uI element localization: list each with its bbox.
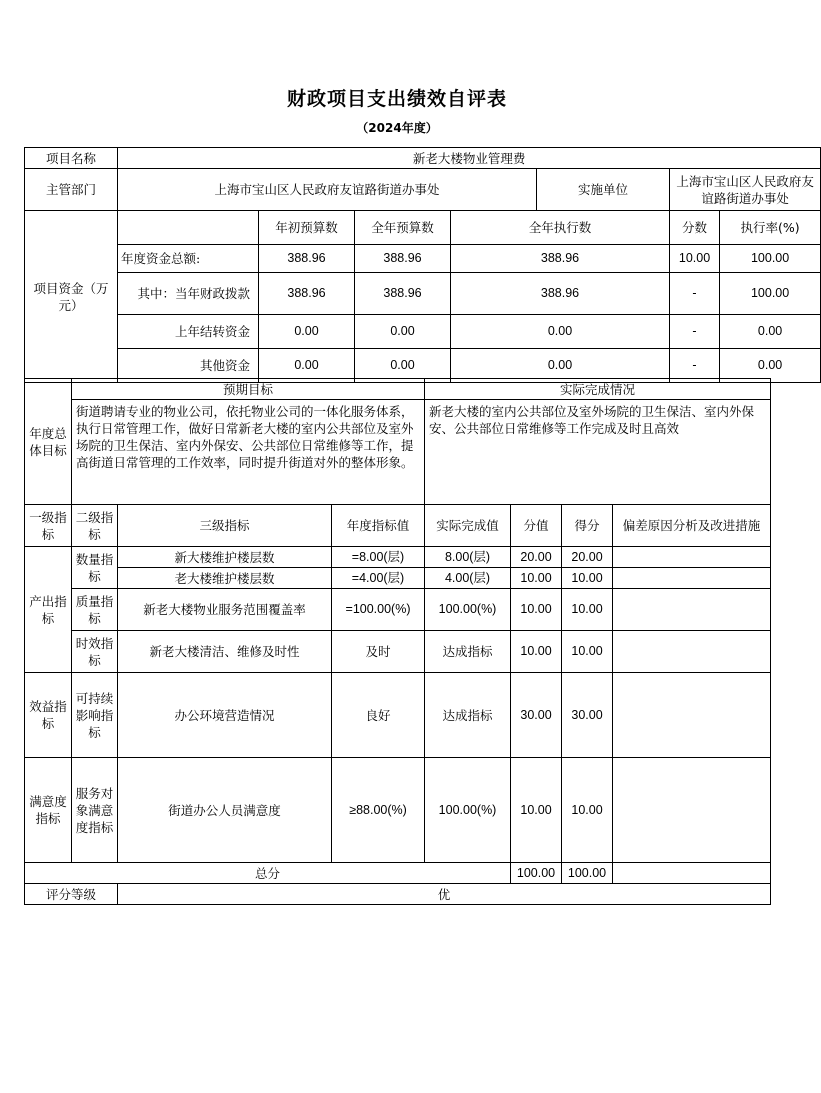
funds-rate: 100.00 [720, 273, 821, 315]
impl-value: 上海市宝山区人民政府友谊路街道办事处 [670, 169, 821, 211]
indicator-actual: 达成指标 [425, 673, 511, 758]
indicator-name: 新老大楼清洁、维修及时性 [118, 631, 332, 673]
indicator-analysis [613, 631, 771, 673]
funds-rate: 100.00 [720, 245, 821, 273]
funds-full: 0.00 [355, 349, 451, 383]
total-analysis [613, 863, 771, 884]
funds-full: 388.96 [355, 245, 451, 273]
indicator-actual: 达成指标 [425, 631, 511, 673]
indicator-score: 10.00 [511, 568, 562, 589]
indicator-got: 10.00 [562, 568, 613, 589]
level3-header: 三级指标 [118, 505, 332, 547]
sustain-indicator-label: 可持续影响指标 [72, 673, 118, 758]
total-label: 总分 [25, 863, 511, 884]
indicator-analysis [613, 568, 771, 589]
funds-label: 项目资金（万元） [25, 211, 118, 383]
indicator-name: 办公环境营造情况 [118, 673, 332, 758]
indicator-score: 10.00 [511, 631, 562, 673]
funds-score: 10.00 [670, 245, 720, 273]
goals-label: 年度总体目标 [25, 379, 72, 505]
indicator-score: 10.00 [511, 758, 562, 863]
indicators-table [24, 378, 771, 905]
funds-exec: 388.96 [451, 245, 670, 273]
indicator-actual: 4.00(层) [425, 568, 511, 589]
actual-goal-text: 新老大楼的室内公共部位及室外场院的卫生保洁、室内外保安、公共部位日常维修等工作完成及时且高效 [425, 400, 771, 505]
dept-value: 上海市宝山区人民政府友谊路街道办事处 [118, 169, 537, 211]
timely-indicator-label: 时效指标 [72, 631, 118, 673]
indicator-analysis [613, 547, 771, 568]
level1-header: 一级指标 [25, 505, 72, 547]
indicator-target: 良好 [332, 673, 425, 758]
funds-header-full: 全年预算数 [355, 211, 451, 245]
indicator-score: 20.00 [511, 547, 562, 568]
satisfaction-indicator-label: 满意度指标 [25, 758, 72, 863]
funds-score: - [670, 273, 720, 315]
funds-row-label: 其他资金 [118, 349, 259, 383]
got-header: 得分 [562, 505, 613, 547]
indicator-got: 20.00 [562, 547, 613, 568]
project-name: 新老大楼物业管理费 [118, 148, 821, 169]
funds-row-label: 年度资金总额: [118, 245, 259, 273]
indicator-target: ≥88.00(%) [332, 758, 425, 863]
indicator-name: 老大楼维护楼层数 [118, 568, 332, 589]
indicator-name: 新大楼维护楼层数 [118, 547, 332, 568]
score-header: 分值 [511, 505, 562, 547]
funds-row-label: 上年结转资金 [118, 315, 259, 349]
expected-goal-text: 街道聘请专业的物业公司，依托物业公司的一体化服务体系，执行日常管理工作，做好日常新老大楼的室内公共部位及室外场院的卫生保洁、室内外保安、公共部位日常维修等工作，提高街道日常管理的工作效率，同时提升街道对外的整体形象。 [72, 400, 425, 505]
indicator-actual: 100.00(%) [425, 758, 511, 863]
funds-rate: 0.00 [720, 349, 821, 383]
funds-full: 0.00 [355, 315, 451, 349]
benefit-indicator-label: 效益指标 [25, 673, 72, 758]
funds-init: 388.96 [259, 273, 355, 315]
indicator-name: 街道办公人员满意度 [118, 758, 332, 863]
impl-label: 实施单位 [537, 169, 670, 211]
funds-row-label: 其中：当年财政拨款 [118, 273, 259, 315]
funds-score: - [670, 349, 720, 383]
funds-rate: 0.00 [720, 315, 821, 349]
indicator-score: 30.00 [511, 673, 562, 758]
page-title: 财政项目支出绩效自评表 [286, 88, 507, 110]
indicator-got: 10.00 [562, 758, 613, 863]
funds-score: - [670, 315, 720, 349]
funds-header-exec: 全年执行数 [451, 211, 670, 245]
service-indicator-label: 服务对象满意度指标 [72, 758, 118, 863]
indicator-got: 10.00 [562, 631, 613, 673]
indicator-analysis [613, 589, 771, 631]
funds-header-init: 年初预算数 [259, 211, 355, 245]
funds-header-score: 分数 [670, 211, 720, 245]
indicator-actual: 8.00(层) [425, 547, 511, 568]
indicator-target: =4.00(层) [332, 568, 425, 589]
total-score: 100.00 [511, 863, 562, 884]
indicator-analysis [613, 673, 771, 758]
indicator-target: =8.00(层) [332, 547, 425, 568]
indicator-got: 10.00 [562, 589, 613, 631]
indicator-name: 新老大楼物业服务范围覆盖率 [118, 589, 332, 631]
target-header: 年度指标值 [332, 505, 425, 547]
actual-header: 实际完成值 [425, 505, 511, 547]
indicator-target: 及时 [332, 631, 425, 673]
analysis-header: 偏差原因分析及改进措施 [613, 505, 771, 547]
indicator-target: =100.00(%) [332, 589, 425, 631]
quantity-indicator-label: 数量指标 [72, 547, 118, 589]
evaluation-table [24, 147, 821, 383]
dept-label: 主管部门 [25, 169, 118, 211]
actual-goal-header: 实际完成情况 [425, 379, 771, 400]
total-got: 100.00 [562, 863, 613, 884]
funds-init: 388.96 [259, 245, 355, 273]
output-indicator-label: 产出指标 [25, 547, 72, 673]
indicator-score: 10.00 [511, 589, 562, 631]
funds-full: 388.96 [355, 273, 451, 315]
quality-indicator-label: 质量指标 [72, 589, 118, 631]
page-subtitle: （2024年度） [356, 121, 438, 135]
level2-header: 二级指标 [72, 505, 118, 547]
indicator-got: 30.00 [562, 673, 613, 758]
funds-exec: 0.00 [451, 349, 670, 383]
expected-goal-header: 预期目标 [72, 379, 425, 400]
funds-exec: 0.00 [451, 315, 670, 349]
indicator-analysis [613, 758, 771, 863]
funds-exec: 388.96 [451, 273, 670, 315]
project-name-label: 项目名称 [25, 148, 118, 169]
indicator-actual: 100.00(%) [425, 589, 511, 631]
funds-init: 0.00 [259, 349, 355, 383]
funds-header-rate: 执行率(%) [720, 211, 821, 245]
rating-label: 评分等级 [25, 884, 118, 905]
rating-value: 优 [118, 884, 771, 905]
funds-init: 0.00 [259, 315, 355, 349]
funds-header-blank [118, 211, 259, 245]
